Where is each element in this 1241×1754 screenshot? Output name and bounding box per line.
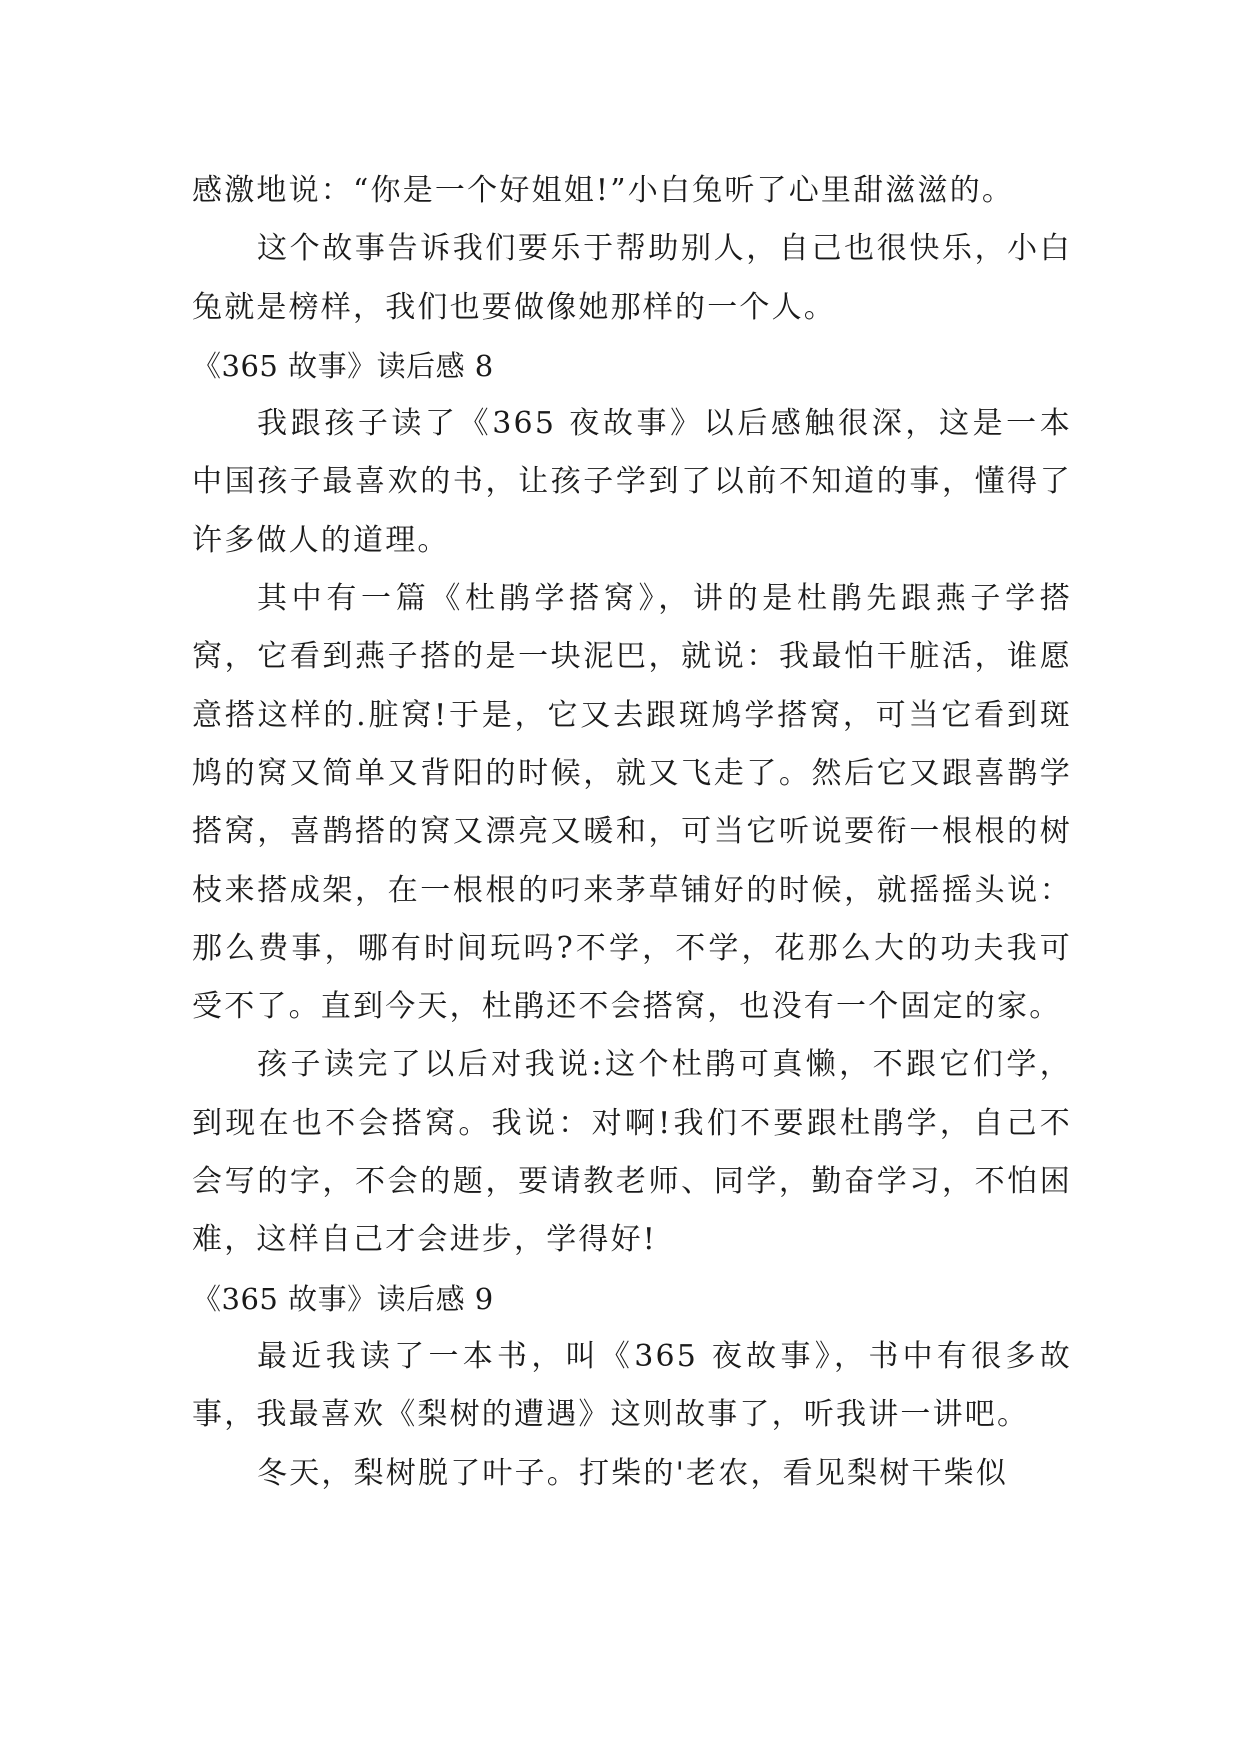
paragraph: 孩子读完了以后对我说:这个杜鹃可真懒，不跟它们学，到现在也不会搭窝。我说：对啊!我们不要跟杜鹃学，自己不会写的字，不会的题，要请教老师、同学，勤奋学习，不怕困难，这样自己才会进步，学得好! [192,1047,1072,1258]
paragraph: 感激地说：“你是一个好姐姐!”小白兔听了心里甜滋滋的。 [192,173,1015,208]
section-heading: 《365 故事》读后感 9 [192,1281,494,1316]
paragraph: 我跟孩子读了《365 夜故事》以后感触很深，这是一本中国孩子最喜欢的书，让孩子学到了以前不知道的事，懂得了许多做人的道理。 [192,406,1072,558]
document-body [192,162,1072,1503]
paragraph: 其中有一篇《杜鹃学搭窝》，讲的是杜鹃先跟燕子学搭窝，它看到燕子搭的是一块泥巴，就说：我最怕干脏活，谁愿意搭这样的.脏窝!于是，它又去跟斑鸠学搭窝，可当它看到斑鸠的窝又简单又背阳的时候，就又飞走了。然后它又跟喜鹊学搭窝，喜鹊搭的窝又漂亮又暖和，可当它听说要衔一根根的树枝来搭成架，在一根根的叼来茅草铺好的时候，就摇摇头说：那么费事，哪有时间玩吗?不学，不学，花那么大的功夫我可受不了。直到今天，杜鹃还不会搭窝，也没有一个固定的家。 [192,581,1072,1025]
paragraph: 最近我读了一本书，叫《365 夜故事》，书中有很多故事，我最喜欢《梨树的遭遇》这则故事了，听我讲一讲吧。 [192,1338,1072,1433]
paragraph: 这个故事告诉我们要乐于帮助别人，自己也很快乐，小白兔就是榜样，我们也要做像她那样的一个人。 [192,231,1072,325]
section-heading: 《365 故事》读后感 8 [192,348,494,383]
paragraph: 冬天，梨树脱了叶子。打柴的'老农，看见梨树干柴似 [257,1455,1009,1491]
